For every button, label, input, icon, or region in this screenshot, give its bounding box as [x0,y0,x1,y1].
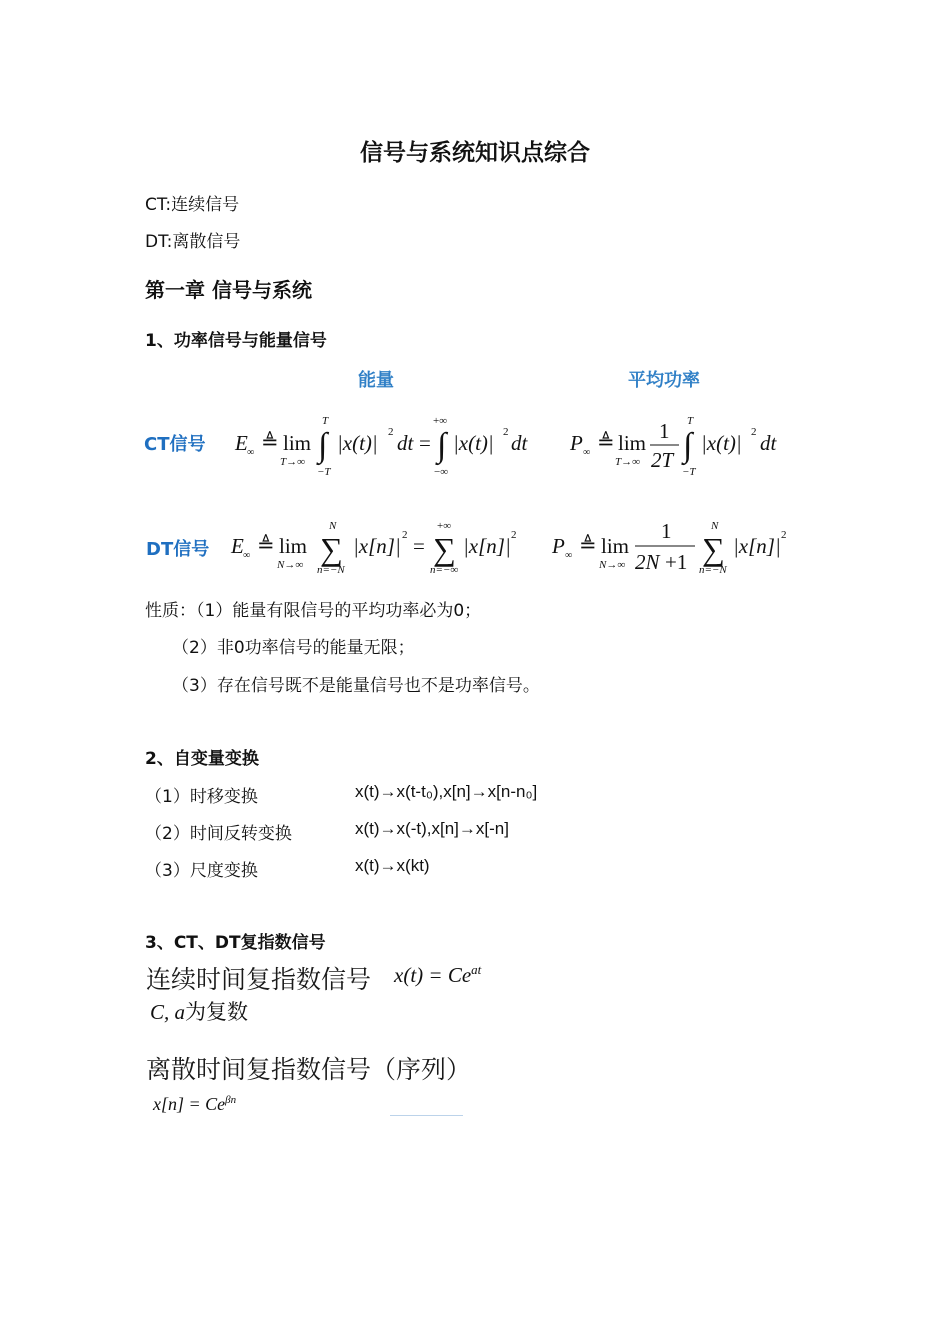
section1-heading: 1、功率信号与能量信号 [145,331,327,351]
chapter-heading: 第一章 信号与系统 [145,278,312,302]
ct-definition: CT:连续信号 [145,195,240,215]
ct-note-variables: C, a [150,1000,186,1024]
ct-complex-note [150,996,248,1026]
svg-text:n=−N: n=−N [699,564,727,576]
svg-text:2T: 2T [651,448,674,472]
svg-text:E: E [231,534,244,558]
dt-formula-exponent: βn [225,1094,237,1106]
transform-formula-shift: x(t)→x(t-t₀),x[n]→x[n-n₀] [355,782,538,801]
svg-text:dt: dt [760,431,777,455]
svg-text:−T: −T [317,466,331,478]
svg-text:T: T [322,415,329,427]
svg-text:N: N [329,520,337,532]
svg-text:∞: ∞ [565,550,573,561]
svg-text:1: 1 [661,519,672,543]
dt-complex-exp-formula [153,1094,236,1115]
power-column-header: 平均功率 [628,370,700,391]
ct-complex-exp-formula [394,962,481,988]
svg-text:|x[n]|: |x[n]| [733,534,781,558]
svg-text:1: 1 [659,419,670,443]
svg-text:|x(t)|: |x(t)| [453,431,494,455]
svg-text:lim: lim [279,534,308,558]
svg-text:∞: ∞ [247,447,255,458]
transform-label-reversal: （2）时间反转变换 [145,824,292,844]
svg-text:lim: lim [601,534,630,558]
svg-text:=: = [413,534,425,558]
svg-text:N→∞: N→∞ [277,559,304,571]
ct-formula-exponent: at [471,962,482,977]
svg-text:dt: dt [511,431,528,455]
svg-text:N→∞: N→∞ [599,559,626,571]
svg-text:∫: ∫ [437,427,447,464]
transform-label-scale: （3）尺度变换 [145,861,258,881]
section3-heading: 3、CT、DT复指数信号 [145,933,326,953]
svg-text:+∞: +∞ [433,415,448,427]
svg-text:2: 2 [781,529,787,541]
dt-complex-exp-title: 离散时间复指数信号（序列） [146,1055,472,1084]
svg-text:lim: lim [283,431,312,455]
dt-definition: DT:离散信号 [145,232,241,252]
svg-text:≜: ≜ [579,533,597,557]
ct-complex-exp-title: 连续时间复指数信号 [146,965,372,994]
svg-text:−∞: −∞ [434,466,449,478]
ct-signal-row-label: CT信号 [144,434,206,455]
svg-text:|x(t)|: |x(t)| [701,431,742,455]
svg-text:2N: 2N [635,550,660,574]
svg-text:T→∞: T→∞ [280,456,305,468]
svg-text:E: E [235,431,248,455]
divider-line [390,1115,463,1116]
dt-formula-base: x[n] = Ce [153,1094,226,1114]
transform-label-shift: （1）时移变换 [145,787,258,807]
svg-text:dt: dt [397,431,414,455]
property-2: （2）非0功率信号的能量无限； [172,638,415,658]
svg-text:∫: ∫ [318,427,328,464]
svg-text:|x(t)|: |x(t)| [337,431,378,455]
svg-text:−T: −T [682,466,696,478]
svg-text:≜: ≜ [261,430,279,454]
property-3: （3）存在信号既不是能量信号也不是功率信号。 [172,676,540,696]
svg-text:∞: ∞ [243,550,251,561]
transform-formula-scale: x(t)→x(kt) [355,856,430,875]
ct-formula-base: x(t) = Ce [394,963,472,987]
svg-text:∑: ∑ [433,531,456,567]
svg-text:≜: ≜ [257,533,275,557]
svg-text:T→∞: T→∞ [615,456,640,468]
svg-text:|x[n]|: |x[n]| [463,534,511,558]
svg-text:P: P [552,534,565,558]
svg-text:2: 2 [388,426,394,438]
svg-text:∑: ∑ [320,531,343,567]
property-1: 性质：（1）能量有限信号的平均功率必为0； [145,601,482,621]
svg-text:n=−N: n=−N [317,564,345,576]
energy-column-header: 能量 [358,370,394,391]
svg-text:∫: ∫ [683,427,693,464]
svg-text:P: P [570,431,583,455]
svg-text:2: 2 [751,426,757,438]
svg-text:2: 2 [503,426,509,438]
page-title: 信号与系统知识点综合 [360,140,590,166]
svg-text:lim: lim [618,431,647,455]
energy-power-formulas [225,405,795,580]
svg-text:2: 2 [402,529,408,541]
svg-text:=: = [419,431,431,455]
svg-text:2: 2 [511,529,517,541]
svg-text:≜: ≜ [597,430,615,454]
section2-heading: 2、自变量变换 [145,749,259,769]
transform-formula-reversal: x(t)→x(-t),x[n]→x[-n] [355,819,509,838]
svg-text:|x[n]|: |x[n]| [353,534,401,558]
svg-text:+∞: +∞ [437,520,452,532]
svg-text:T: T [687,415,694,427]
svg-text:n=−∞: n=−∞ [430,564,459,576]
svg-text:N: N [711,520,719,532]
svg-text:∑: ∑ [702,531,725,567]
svg-text:∞: ∞ [583,447,591,458]
svg-text:+1: +1 [665,550,688,574]
dt-signal-row-label: DT信号 [146,539,210,560]
ct-note-text: 为复数 [185,1000,249,1024]
